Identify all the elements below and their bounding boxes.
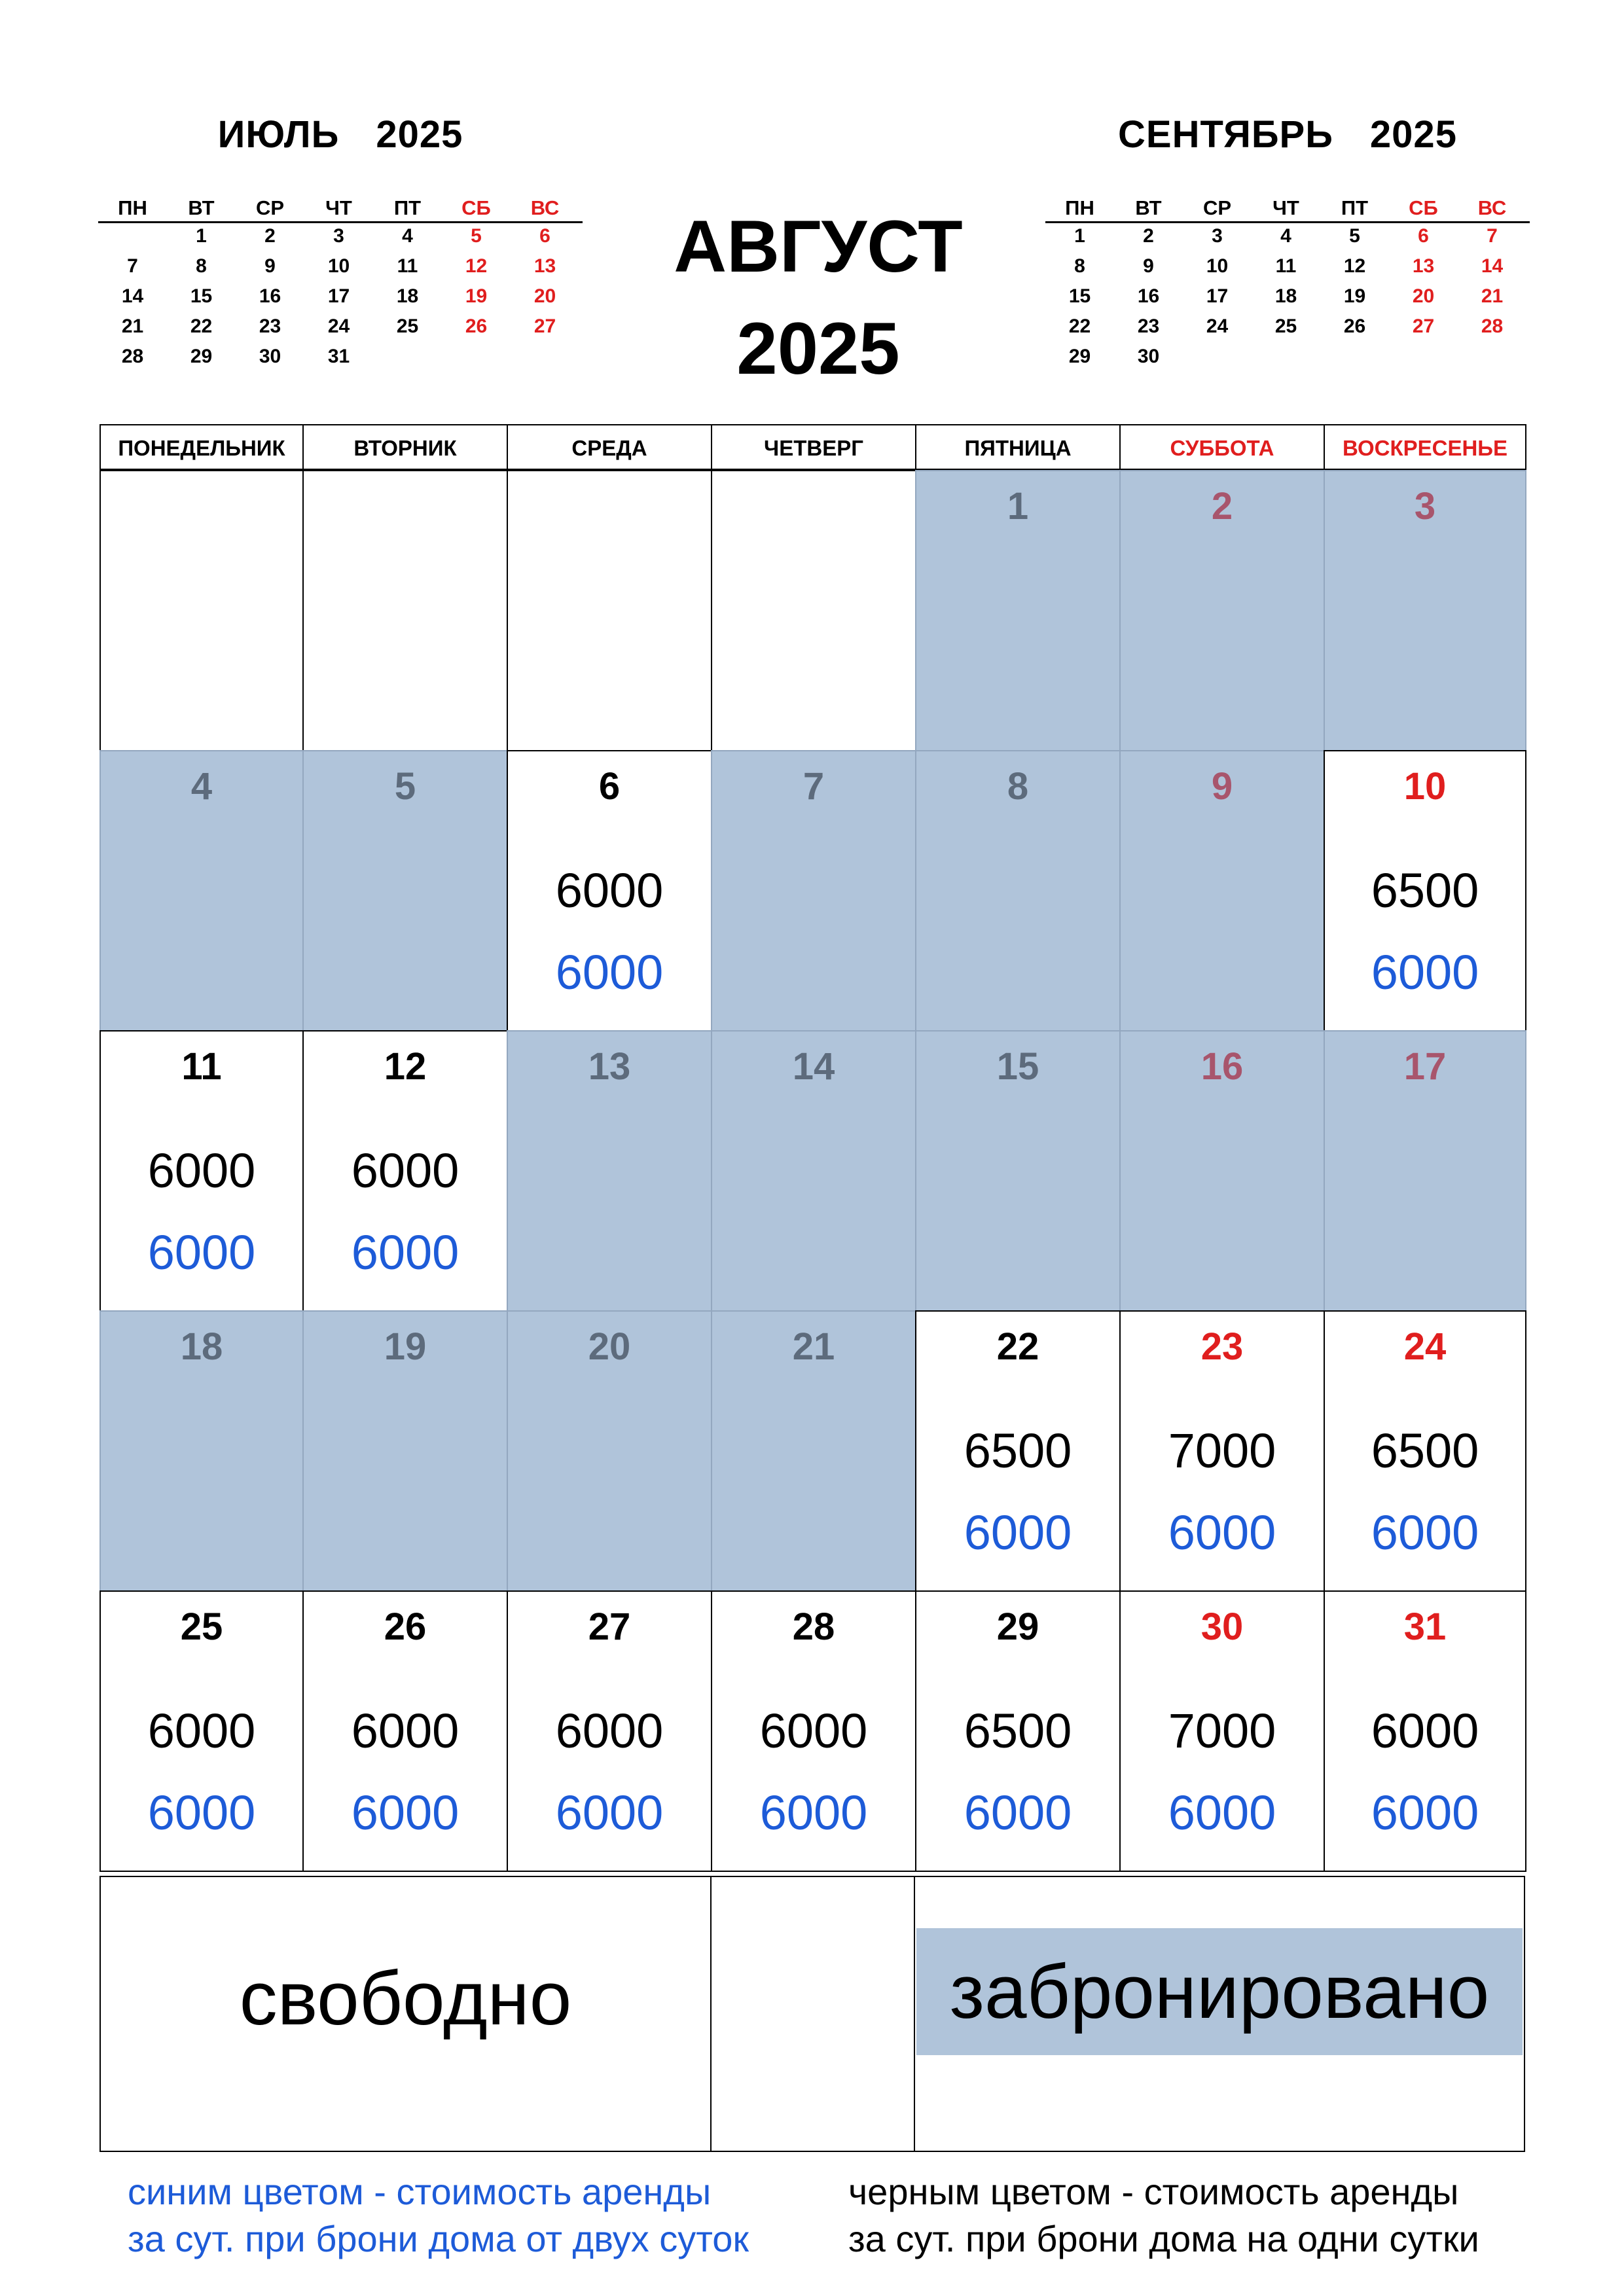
free-day-cell-28[interactable] bbox=[711, 1590, 916, 1872]
price-one-day: 6000 bbox=[351, 1704, 460, 1758]
price-one-day: 6000 bbox=[555, 863, 664, 918]
mini-day: 16 bbox=[259, 285, 281, 307]
weekday-header-2: ВТОРНИК bbox=[302, 424, 508, 470]
price-two-days: 6000 bbox=[964, 1785, 1072, 1840]
booked-day-cell-5[interactable] bbox=[302, 750, 508, 1031]
free-day-cell-24[interactable] bbox=[1324, 1310, 1526, 1592]
mini-day: 1 bbox=[196, 225, 207, 247]
weekday-header-6: СУББОТА bbox=[1119, 424, 1325, 470]
mini-calendar-title bbox=[98, 113, 583, 156]
day-number: 9 bbox=[1211, 765, 1233, 808]
day-number: 31 bbox=[1403, 1605, 1447, 1648]
price-one-day: 6500 bbox=[964, 1424, 1072, 1478]
day-number: 20 bbox=[588, 1325, 631, 1368]
price-two-days: 6000 bbox=[1371, 1785, 1479, 1840]
price-two-days: 6000 bbox=[964, 1505, 1072, 1560]
mini-day: 30 bbox=[1137, 346, 1160, 367]
mini-weekday-5: ПТ bbox=[1341, 196, 1369, 219]
day-number: 22 bbox=[996, 1325, 1039, 1368]
mini-weekday-3: СР bbox=[255, 196, 285, 219]
price-two-days: 6000 bbox=[351, 1785, 460, 1840]
mini-weekday-3: СР bbox=[1202, 196, 1232, 219]
mini-weekday-row bbox=[1045, 196, 1530, 223]
price-two-days: 6000 bbox=[759, 1785, 868, 1840]
free-day-cell-31[interactable] bbox=[1324, 1590, 1526, 1872]
mini-day: 8 bbox=[1074, 255, 1085, 277]
day-number: 6 bbox=[598, 765, 621, 808]
note-black bbox=[848, 2168, 1479, 2263]
booked-day-cell-19[interactable] bbox=[302, 1310, 508, 1592]
booked-day-cell-18[interactable] bbox=[99, 1310, 304, 1592]
empty-day-cell bbox=[302, 470, 508, 751]
page-title-year: 2025 bbox=[736, 308, 900, 389]
mini-day: 19 bbox=[465, 285, 488, 307]
weekday-header-7: ВОСКРЕСЕНЬЕ bbox=[1324, 424, 1526, 470]
day-number: 17 bbox=[1403, 1045, 1447, 1088]
mini-weekday-6: СБ bbox=[1409, 196, 1438, 219]
price-two-days: 6000 bbox=[147, 1785, 256, 1840]
mini-day: 29 bbox=[190, 346, 213, 367]
day-number: 27 bbox=[588, 1605, 631, 1648]
mini-day: 5 bbox=[1349, 225, 1360, 247]
day-number: 11 bbox=[181, 1045, 222, 1088]
mini-day: 26 bbox=[1343, 315, 1366, 337]
legend-free-cell bbox=[99, 1876, 712, 2152]
price-two-days: 6000 bbox=[1371, 945, 1479, 999]
mini-day: 1 bbox=[1074, 225, 1085, 247]
mini-day: 6 bbox=[1418, 225, 1429, 247]
mini-weekday-1: ПН bbox=[118, 196, 147, 219]
free-day-cell-30[interactable] bbox=[1119, 1590, 1325, 1872]
free-day-cell-10[interactable] bbox=[1324, 750, 1526, 1031]
price-two-days: 6000 bbox=[555, 945, 664, 999]
mini-day: 24 bbox=[327, 315, 350, 337]
day-number: 7 bbox=[803, 765, 825, 808]
empty-day-cell bbox=[711, 470, 916, 751]
booked-day-cell-21[interactable] bbox=[711, 1310, 916, 1592]
mini-day: 15 bbox=[1068, 285, 1091, 307]
day-number: 5 bbox=[394, 765, 416, 808]
note-blue-line-1: синим цветом - стоимость аренды bbox=[128, 2171, 712, 2212]
legend bbox=[99, 1876, 1525, 2152]
mini-day: 31 bbox=[327, 346, 350, 367]
weekday-header-5: ПЯТНИЦА bbox=[915, 424, 1121, 470]
booked-day-cell-9[interactable] bbox=[1119, 750, 1325, 1031]
legend-spacer-cell bbox=[710, 1876, 915, 2152]
empty-day-cell bbox=[99, 470, 304, 751]
mini-day: 28 bbox=[1481, 315, 1504, 337]
day-number: 2 bbox=[1211, 485, 1233, 528]
free-day-cell-29[interactable] bbox=[915, 1590, 1121, 1872]
note-blue-line-2: за сут. при брони дома от двух суток bbox=[128, 2218, 749, 2259]
mini-day: 20 bbox=[533, 285, 556, 307]
mini-day: 7 bbox=[127, 255, 138, 277]
mini-day: 13 bbox=[533, 255, 556, 277]
mini-day: 17 bbox=[327, 285, 350, 307]
mini-day: 26 bbox=[465, 315, 488, 337]
free-day-cell-25[interactable] bbox=[99, 1590, 304, 1872]
empty-day-cell bbox=[507, 470, 712, 751]
mini-day: 8 bbox=[196, 255, 207, 277]
free-day-cell-22[interactable] bbox=[915, 1310, 1121, 1592]
booked-day-cell-20[interactable] bbox=[507, 1310, 712, 1592]
booked-day-cell-3[interactable] bbox=[1324, 470, 1526, 751]
mini-weekday-2: ВТ bbox=[188, 196, 215, 219]
day-number: 28 bbox=[792, 1605, 835, 1648]
mini-day: 18 bbox=[1274, 285, 1297, 307]
mini-day: 3 bbox=[1212, 225, 1223, 247]
price-one-day: 6500 bbox=[964, 1704, 1072, 1758]
day-number: 26 bbox=[384, 1605, 427, 1648]
mini-day: 16 bbox=[1137, 285, 1160, 307]
mini-day: 20 bbox=[1412, 285, 1435, 307]
day-number: 13 bbox=[588, 1045, 631, 1088]
month-year: 2025 bbox=[1369, 113, 1457, 156]
free-day-cell-23[interactable] bbox=[1119, 1310, 1325, 1592]
page-title-month: АВГУСТ bbox=[674, 206, 963, 287]
booked-day-cell-16[interactable] bbox=[1119, 1030, 1325, 1312]
note-black-line-2: за сут. при брони дома на одни сутки bbox=[848, 2218, 1479, 2259]
free-day-cell-27[interactable] bbox=[507, 1590, 712, 1872]
day-number: 4 bbox=[190, 765, 213, 808]
free-day-cell-12[interactable] bbox=[302, 1030, 508, 1312]
weekday-header-1: ПОНЕДЕЛЬНИК bbox=[99, 424, 304, 470]
day-number: 16 bbox=[1200, 1045, 1244, 1088]
price-two-days: 6000 bbox=[555, 1785, 664, 1840]
day-number: 29 bbox=[996, 1605, 1039, 1648]
mini-day: 2 bbox=[264, 225, 276, 247]
month-name: ИЮЛЬ bbox=[217, 113, 340, 156]
price-one-day: 6500 bbox=[1371, 1424, 1479, 1478]
price-one-day: 7000 bbox=[1168, 1704, 1276, 1758]
mini-weekday-5: ПТ bbox=[393, 196, 422, 219]
booked-day-cell-4[interactable] bbox=[99, 750, 304, 1031]
mini-weekday-7: ВС bbox=[530, 196, 560, 219]
mini-day: 21 bbox=[121, 315, 144, 337]
day-number: 24 bbox=[1403, 1325, 1447, 1368]
legend-free-label: свободно bbox=[239, 1956, 572, 2041]
day-number: 30 bbox=[1200, 1605, 1244, 1648]
mini-day: 27 bbox=[533, 315, 556, 337]
mini-day: 11 bbox=[397, 255, 418, 277]
mini-day: 10 bbox=[1206, 255, 1229, 277]
mini-calendar-title bbox=[1045, 113, 1530, 156]
mini-day: 17 bbox=[1206, 285, 1229, 307]
mini-day: 22 bbox=[190, 315, 213, 337]
free-day-cell-6[interactable] bbox=[507, 750, 712, 1031]
mini-day: 14 bbox=[1481, 255, 1504, 277]
day-number: 25 bbox=[180, 1605, 223, 1648]
price-two-days: 6000 bbox=[147, 1225, 256, 1280]
booked-day-cell-13[interactable] bbox=[507, 1030, 712, 1312]
booked-day-cell-7[interactable] bbox=[711, 750, 916, 1031]
weekday-header-3: СРЕДА bbox=[507, 424, 712, 470]
mini-day: 15 bbox=[190, 285, 213, 307]
price-one-day: 6500 bbox=[1371, 863, 1479, 918]
day-number: 23 bbox=[1200, 1325, 1244, 1368]
mini-day: 25 bbox=[396, 315, 419, 337]
mini-weekday-7: ВС bbox=[1477, 196, 1507, 219]
note-blue bbox=[128, 2168, 749, 2263]
day-number: 8 bbox=[1007, 765, 1029, 808]
mini-day: 19 bbox=[1343, 285, 1366, 307]
mini-day: 12 bbox=[1343, 255, 1366, 277]
mini-day: 25 bbox=[1274, 315, 1297, 337]
mini-day: 7 bbox=[1487, 225, 1498, 247]
mini-day: 30 bbox=[259, 346, 281, 367]
mini-weekday-row bbox=[98, 196, 583, 223]
mini-day: 14 bbox=[121, 285, 144, 307]
mini-weekday-2: ВТ bbox=[1135, 196, 1162, 219]
mini-day: 28 bbox=[121, 346, 144, 367]
mini-day: 24 bbox=[1206, 315, 1229, 337]
mini-day: 4 bbox=[1280, 225, 1291, 247]
price-two-days: 6000 bbox=[351, 1225, 460, 1280]
price-one-day: 6000 bbox=[351, 1143, 460, 1198]
booked-day-cell-17[interactable] bbox=[1324, 1030, 1526, 1312]
price-one-day: 6000 bbox=[759, 1704, 868, 1758]
mini-weekday-6: СБ bbox=[461, 196, 491, 219]
mini-day: 21 bbox=[1481, 285, 1504, 307]
price-one-day: 6000 bbox=[1371, 1704, 1479, 1758]
mini-day: 11 bbox=[1275, 255, 1297, 277]
free-day-cell-26[interactable] bbox=[302, 1590, 508, 1872]
mini-day: 29 bbox=[1068, 346, 1091, 367]
month-name: СЕНТЯБРЬ bbox=[1118, 113, 1333, 156]
legend-booked-label: забронировано bbox=[949, 1949, 1490, 2034]
day-number: 19 bbox=[384, 1325, 427, 1368]
main-calendar-grid bbox=[99, 424, 1525, 1878]
day-number: 18 bbox=[180, 1325, 223, 1368]
day-number: 10 bbox=[1403, 765, 1447, 808]
mini-day: 27 bbox=[1412, 315, 1435, 337]
day-number: 15 bbox=[996, 1045, 1039, 1088]
mini-day: 12 bbox=[465, 255, 488, 277]
price-one-day: 6000 bbox=[147, 1143, 256, 1198]
mini-weekday-4: ЧТ bbox=[325, 196, 352, 219]
note-black-line-1: черным цветом - стоимость аренды bbox=[848, 2171, 1459, 2212]
booked-day-cell-1[interactable] bbox=[915, 470, 1121, 751]
weekday-header-4: ЧЕТВЕРГ bbox=[711, 424, 916, 470]
day-number: 12 bbox=[384, 1045, 427, 1088]
mini-day: 22 bbox=[1068, 315, 1091, 337]
price-one-day: 6000 bbox=[555, 1704, 664, 1758]
booked-day-cell-14[interactable] bbox=[711, 1030, 916, 1312]
mini-day: 23 bbox=[259, 315, 281, 337]
legend-booked-cell bbox=[914, 1876, 1525, 2152]
booked-day-cell-15[interactable] bbox=[915, 1030, 1121, 1312]
price-two-days: 6000 bbox=[1168, 1785, 1276, 1840]
mini-day: 3 bbox=[333, 225, 344, 247]
booked-day-cell-2[interactable] bbox=[1119, 470, 1325, 751]
mini-weekday-1: ПН bbox=[1065, 196, 1094, 219]
day-number: 1 bbox=[1007, 485, 1029, 528]
price-one-day: 6000 bbox=[147, 1704, 256, 1758]
price-two-days: 6000 bbox=[1371, 1505, 1479, 1560]
mini-day: 9 bbox=[1143, 255, 1154, 277]
mini-day: 4 bbox=[402, 225, 413, 247]
mini-weekday-4: ЧТ bbox=[1272, 196, 1299, 219]
mini-day: 23 bbox=[1137, 315, 1160, 337]
price-one-day: 7000 bbox=[1168, 1424, 1276, 1478]
month-year: 2025 bbox=[376, 113, 463, 156]
mini-day: 18 bbox=[396, 285, 419, 307]
mini-day: 2 bbox=[1143, 225, 1154, 247]
day-number: 3 bbox=[1414, 485, 1436, 528]
mini-day: 6 bbox=[539, 225, 550, 247]
day-number: 14 bbox=[792, 1045, 835, 1088]
mini-day: 13 bbox=[1412, 255, 1435, 277]
booked-day-cell-8[interactable] bbox=[915, 750, 1121, 1031]
mini-day: 5 bbox=[471, 225, 482, 247]
day-number: 21 bbox=[792, 1325, 835, 1368]
mini-day: 10 bbox=[327, 255, 350, 277]
free-day-cell-11[interactable] bbox=[99, 1030, 304, 1312]
price-two-days: 6000 bbox=[1168, 1505, 1276, 1560]
mini-day: 9 bbox=[264, 255, 276, 277]
